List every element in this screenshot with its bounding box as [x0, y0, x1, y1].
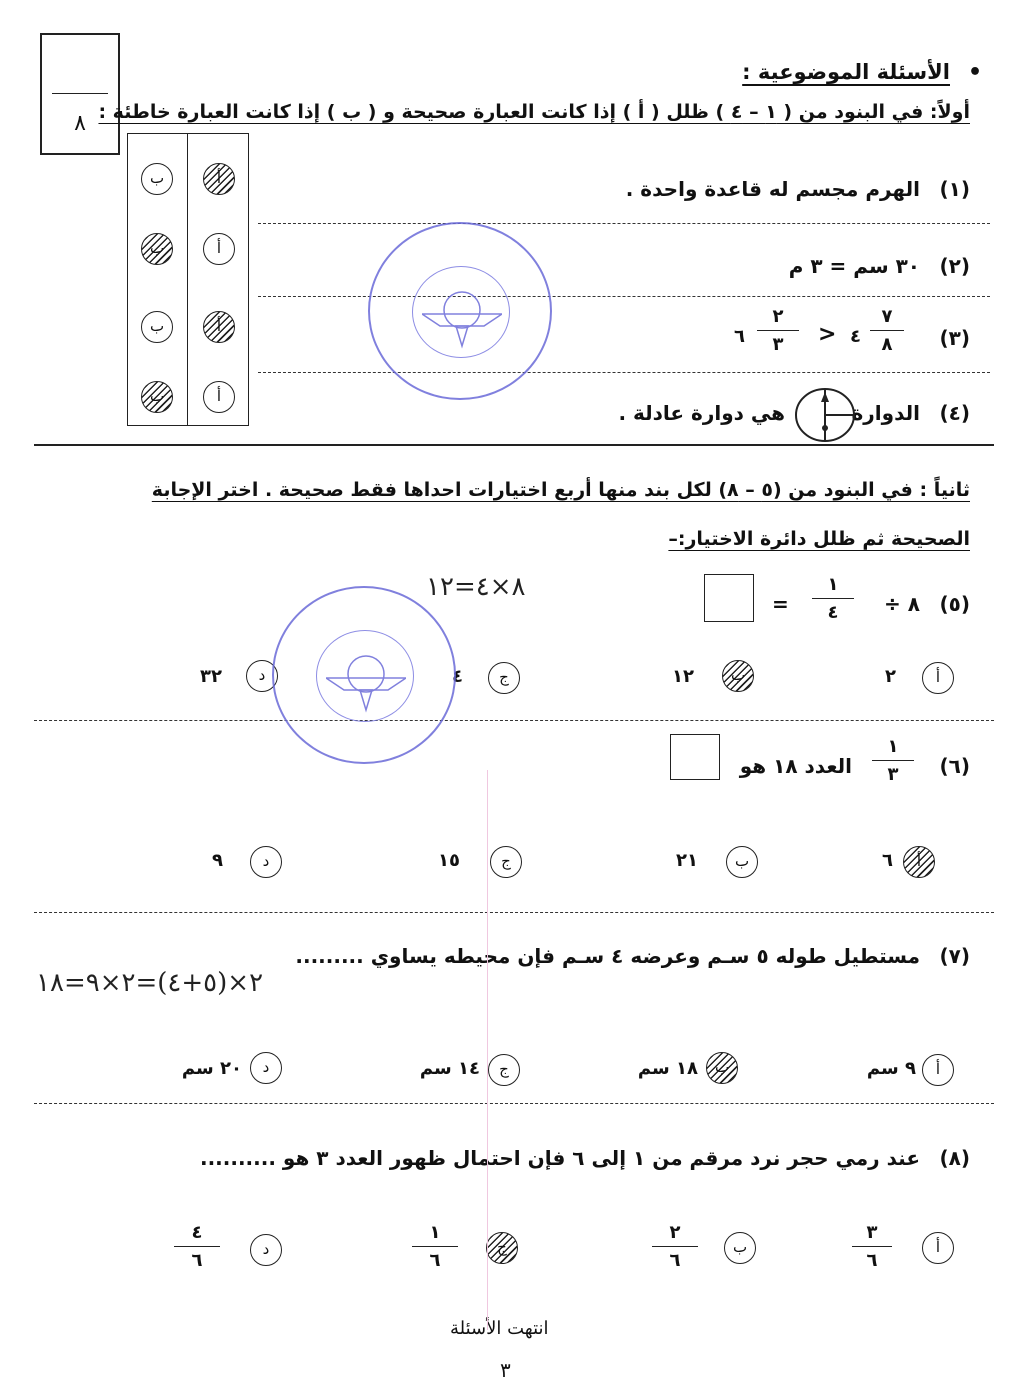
part2-instruction-2: الصحيحة ثم ظلل دائرة الاختيار:–: [668, 528, 970, 550]
item-1-text: الهرم مجسم له قاعدة واحدة .: [625, 177, 920, 201]
item-3-frac2-num: ٢: [772, 306, 784, 327]
q6-option-c-value: ١٥: [438, 850, 460, 871]
answer-3-a[interactable]: أ: [203, 311, 235, 343]
scan-artifact-line: [487, 770, 488, 1330]
q5-option-b[interactable]: ب: [722, 660, 754, 692]
q5-equals: =: [772, 592, 789, 616]
q7-handwritten-work: ٢×(٥+٤)=٢×٩=١٨: [36, 968, 264, 998]
q8-option-c-fraction: [412, 1222, 458, 1271]
q7-option-d[interactable]: د: [250, 1052, 282, 1084]
q8-option-c-den: ٦: [429, 1250, 441, 1271]
q5-number: (٥): [939, 592, 970, 616]
item-3-fraction-2: [757, 306, 799, 355]
q6-option-b-value: ٢١: [676, 850, 698, 871]
q7-option-b[interactable]: ب: [706, 1052, 738, 1084]
q7-text: مستطيل طوله ٥ سـم وعرضه ٤ سـم فإن محيطه يساوي .........: [295, 944, 920, 968]
answer-2-a[interactable]: أ: [203, 233, 235, 265]
item-3-fraction-1: [870, 306, 904, 355]
score-total: ٨: [74, 111, 86, 136]
divider: [34, 720, 994, 721]
score-divider: [52, 93, 108, 94]
spinner-icon: [793, 386, 857, 444]
q6-frac-den: ٣: [887, 764, 899, 785]
q5-option-c[interactable]: ج: [488, 662, 520, 694]
control-stamp-icon: [272, 586, 456, 764]
item-1-number: (١): [939, 177, 970, 201]
divider: [258, 223, 990, 224]
q5-prefix: ٨ ÷: [884, 592, 920, 616]
answer-1-a[interactable]: أ: [203, 163, 235, 195]
q8-option-a-num: ٣: [866, 1222, 878, 1243]
q7-option-c[interactable]: ج: [488, 1054, 520, 1086]
item-3-frac2-den: ٣: [772, 334, 784, 355]
q5-option-d-value: ٣٢: [200, 666, 222, 687]
q7-option-d-value: ٢٠ سم: [181, 1058, 242, 1079]
q5-answer-box[interactable]: [704, 574, 754, 622]
q7-option-a[interactable]: أ: [922, 1054, 954, 1086]
q6-option-d-value: ٩: [212, 850, 223, 871]
q8-option-c[interactable]: ج: [486, 1232, 518, 1264]
item-2-number: (٢): [939, 254, 970, 278]
official-stamp-icon: [368, 222, 552, 400]
q8-option-d-num: ٤: [191, 1222, 203, 1243]
q6-option-a-value: ٦: [882, 850, 893, 871]
divider: [258, 296, 990, 297]
score-box: [40, 33, 120, 155]
q6-option-c[interactable]: ج: [490, 846, 522, 878]
item-3-frac1-den: ٨: [881, 334, 893, 355]
q5-option-b-value: ١٢: [672, 666, 694, 687]
q8-option-d-fraction: [174, 1222, 220, 1271]
part1-instruction: أولاً: في البنود من ( ١ – ٤ ) ظلل ( أ ) إذا كانت العبارة صحيحة و ( ب ) إذا كانت العبارة خاطئة :: [98, 101, 970, 123]
item-3-whole-2: ٦: [734, 326, 745, 347]
q8-option-b-num: ٢: [669, 1222, 681, 1243]
q7-option-b-value: ١٨ سم: [637, 1058, 698, 1079]
divider: [258, 372, 990, 373]
q8-text: عند رمي حجر نرد مرقم من ١ إلى ٦ فإن احتمال ظهور العدد ٣ هو ..........: [199, 1146, 920, 1170]
section-title: الأسئلة الموضوعية :: [742, 60, 950, 84]
item-3-frac1-num: ٧: [881, 306, 893, 327]
q8-option-a-den: ٦: [866, 1250, 878, 1271]
page-number: ٣: [500, 1358, 511, 1382]
q7-number: (٧): [939, 944, 970, 968]
divider: [34, 912, 994, 913]
q5-fraction: [812, 574, 854, 623]
answer-2-b[interactable]: ب: [141, 233, 173, 265]
q6-option-b[interactable]: ب: [726, 846, 758, 878]
answer-grid-divider: [187, 134, 188, 425]
q8-option-a-fraction: [852, 1222, 892, 1271]
part2-instruction-1: ثانياً : في البنود من (٥ – ٨) لكل بند منها أربع اختيارات احداها فقط صحيحة . اختر الإجابة: [151, 479, 970, 501]
q8-option-d-den: ٦: [191, 1250, 203, 1271]
q5-option-a-value: ٢: [885, 666, 896, 687]
q5-option-c-value: ٤: [452, 666, 463, 687]
answer-1-b[interactable]: ب: [141, 163, 173, 195]
q8-option-b-fraction: [652, 1222, 698, 1271]
q5-frac-num: ١: [827, 574, 839, 595]
answer-3-b[interactable]: ب: [141, 311, 173, 343]
item-4-text: هي دوارة عادلة .: [618, 401, 785, 425]
q8-option-b-den: ٦: [669, 1250, 681, 1271]
q5-frac-den: ٤: [827, 602, 839, 623]
q8-option-b[interactable]: ب: [724, 1232, 756, 1264]
item-3-number: (٣): [939, 326, 970, 350]
q6-number: (٦): [939, 754, 970, 778]
item-4-label: الدوارة: [851, 401, 920, 425]
q7-option-a-value: ٩ سم: [866, 1058, 916, 1079]
item-4-number: (٤): [939, 401, 970, 425]
header-bullet: •: [967, 60, 982, 85]
answer-4-a[interactable]: أ: [203, 381, 235, 413]
q8-option-d[interactable]: د: [250, 1234, 282, 1266]
end-of-questions: انتهت الأسئلة: [450, 1318, 549, 1339]
item-3-whole-1: ٤: [850, 326, 861, 347]
q8-number: (٨): [939, 1146, 970, 1170]
q6-frac-num: ١: [887, 736, 899, 757]
item-3-sign: >: [818, 322, 837, 347]
q5-handwritten-work: ٨×٤=١٢: [426, 572, 526, 602]
q7-option-c-value: ١٤ سم: [419, 1058, 480, 1079]
q6-fraction: [872, 736, 914, 785]
q8-option-c-num: ١: [429, 1222, 441, 1243]
item-2-text: ٣٠ سم = ٣ م: [788, 254, 920, 278]
section-separator: [34, 444, 994, 446]
q6-option-a[interactable]: أ: [903, 846, 935, 878]
q8-option-a[interactable]: أ: [922, 1232, 954, 1264]
divider: [34, 1103, 994, 1104]
answer-4-b[interactable]: ب: [141, 381, 173, 413]
q6-answer-box[interactable]: [670, 734, 720, 780]
q6-option-d[interactable]: د: [250, 846, 282, 878]
q5-option-a[interactable]: أ: [922, 662, 954, 694]
q5-option-d[interactable]: د: [246, 660, 278, 692]
q6-text: العدد ١٨ هو: [739, 754, 852, 778]
